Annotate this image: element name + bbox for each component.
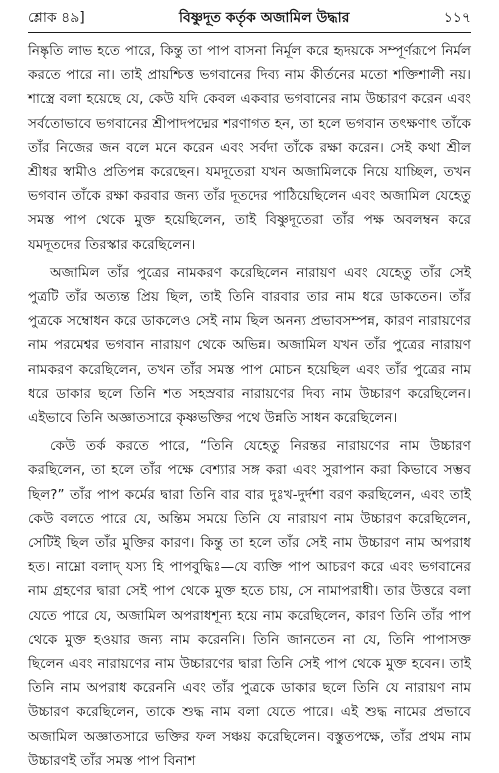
paragraph-1: নিষ্কৃতি লাভ হতে পারে, কিন্তু তা পাপ বাসনা নির্মূল করে হৃদয়কে সম্পূর্ণরূপে নির্মল করতে পারে না। তাই প্রায়শ্চিত্ত ভগবানের দিব্য নাম কীর্তনের মতো শক্তিশালী নয়। শাস্ত্রে বলা হয়েছে যে, কেউ যদি কেবল একবার ভগবানের নাম উচ্চারণ করেন এবং সর্বতোভাবে ভগবানের শ্রীপাদপদ্মের শরণাগত হন, তা হলে ভগবান তৎক্ষণাৎ তাঁকে তাঁর নিজের জন বলে মনে করেন এবং সর্বদা তাঁকে রক্ষা করেন। সেই কথা শ্রীল শ্রীধর স্বামীও প্রতিপন্ন করেছেন। যমদূতেরা যখন অজামিলকে নিয়ে যাচ্ছিল, তখন ভগবান তাঁকে রক্ষা করবার জন্য তাঁর দূতদের পাঠিয়েছিলেন এবং অজামিল যেহেতু সমস্ত পাপ থেকে মুক্ত হয়েছিলেন, তাই বিষ্ণুদূতেরা তাঁর পক্ষ অবলম্বন করে যমদূতদের তিরস্কার করেছিলেন। [28, 43, 471, 253]
header-rule [28, 32, 471, 33]
paragraph-3: কেউ তর্ক করতে পারে, “তিনি যেহেতু নিরন্তর নারায়ণের নাম উচ্চারণ করছিলেন, তা হলে তাঁর পক্ষে বেশ্যার সঙ্গ করা এবং সুরাপান করা কিভাবে সম্ভব ছিল?” তাঁর পাপ কর্মের দ্বারা তিনি বার বার দুঃখ-দুর্দশা বরণ করছিলেন, এবং তাই কেউ বলতে পারে যে, অন্তিম সময়ে তিনি যে নারায়ণ নাম উচ্চারণ করেছিলেন, সেটিই ছিল তাঁর মুক্তির কারণ। কিন্তু তা হলে তাঁর সেই নাম উচ্চারণ নাম অপরাধ হত। নাম্নো বলাদ্ যস্য হি পাপবুদ্ধিঃ—যে ব্যক্তি পাপ আচরণ করে এবং ভগবানের নাম গ্রহণের দ্বারা সেই পাপ থেকে মুক্ত হতে চায়, সে নামাপরাধী। তার উত্তরে বলা যেতে পারে যে, অজামিল অপরাধশূন্য হয়ে নাম করেছিলেন, কারণ তিনি তাঁর পাপ থেকে মুক্ত হওয়ার জন্য নাম করেননি। তিনি জানতেন না যে, তিনি পাপাসক্ত ছিলেন এবং নারায়ণের নাম উচ্চারণের দ্বারা তিনি সেই পাপ থেকে মুক্ত হবেন। তাই তিনি নাম অপরাধ করেননি এবং তাঁর পুত্রকে ডাকার ছলে তিনি যে নারায়ণ নাম উচ্চারণ করেছিলেন, তাকে শুদ্ধ নাম বলা যেতে পারে। এই শুদ্ধ নামের প্রভাবে অজামিল অজ্ঞাতসারে ভক্তির ফল সঞ্চয় করেছিলেন। বস্তুতপক্ষে, তাঁর প্রথম নাম উচ্চারণই তাঁর সমস্ত পাপ বিনাশ [28, 438, 471, 769]
paragraph-2: অজামিল তাঁর পুত্রের নামকরণ করেছিলেন নারায়ণ এবং যেহেতু তাঁর সেই পুত্রটি তাঁর অত্যন্ত প্রিয় ছিল, তাই তিনি বারবার তার নাম ধরে ডাকতেন। তাঁর পুত্রকে সম্বোধন করে ডাকলেও সেই নাম ছিল অনন্য প্রভাবসম্পন্ন, কারণ নারায়ণের নাম পরমেশ্বর ভগবান নারায়ণ থেকে অভিন্ন। অজামিল যখন তাঁর পুত্রের নারায়ণ নামকরণ করেছিলেন, তখন তাঁর সমস্ত পাপ মোচন হয়েছিল এবং তাঁর পুত্রের নাম ধরে ডাকার ছলে তিনি শত সহস্রবার নারায়ণের দিব্য নাম উচ্চারণ করেছিলেন। এইভাবে তিনি অজ্ঞাতসারে কৃষ্ণভক্তির পথে উন্নতি সাধন করেছিলেন। [28, 264, 471, 427]
running-header [28, 6, 471, 32]
page-number: ১১৭ [443, 10, 471, 26]
chapter-title: বিষ্ণুদূত কর্তৃক অজামিল উদ্ধার [179, 10, 350, 26]
verse-reference: শ্লোক ৪৯] [28, 10, 85, 26]
